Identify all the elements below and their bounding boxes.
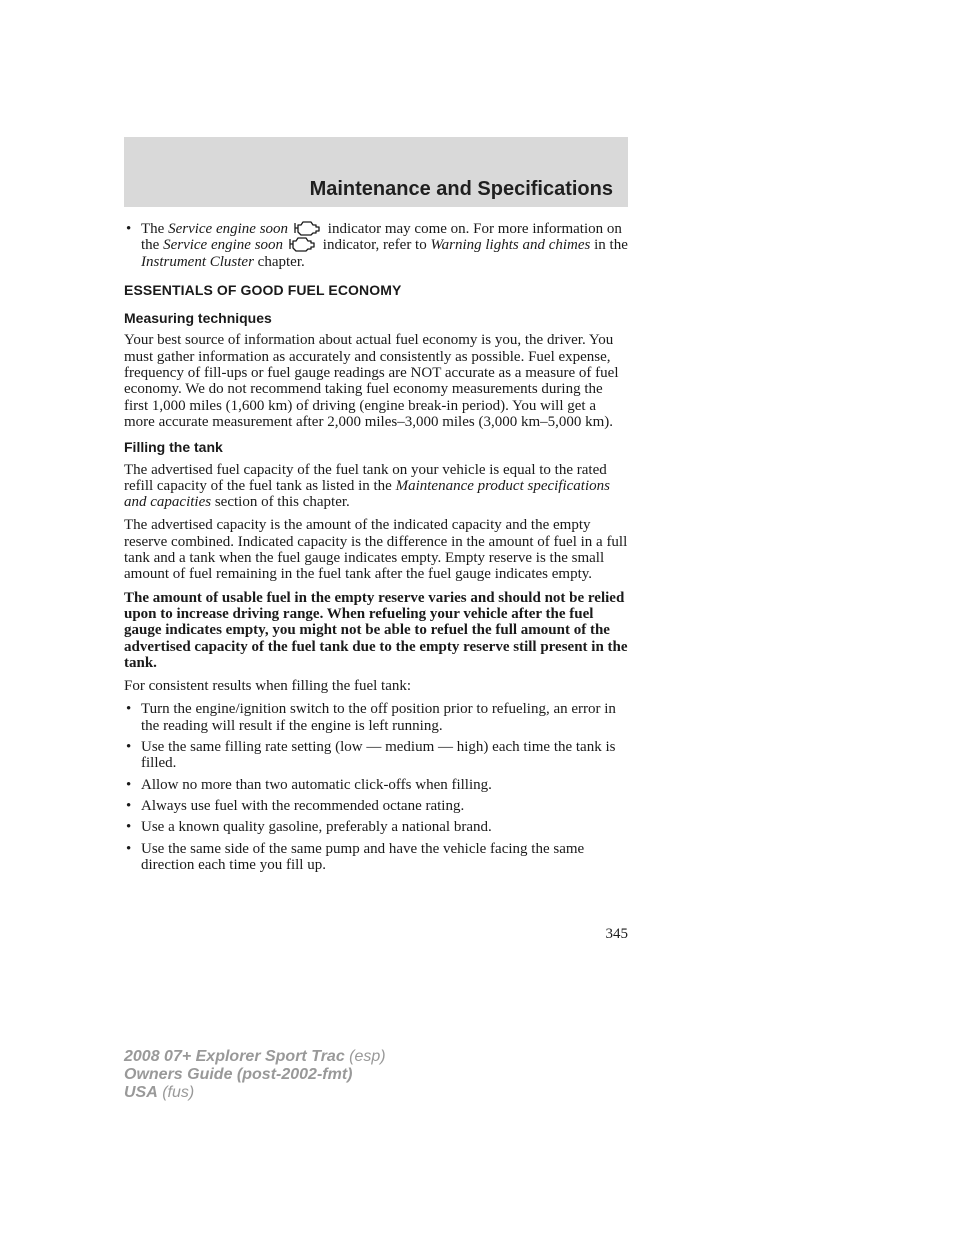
page-content <box>124 221 628 883</box>
footer-guide: Owners Guide (post-2002-fmt) <box>124 1066 353 1083</box>
document-footer <box>124 1048 386 1102</box>
essentials-heading: ESSENTIALS OF GOOD FUEL ECONOMY <box>124 281 402 298</box>
engine-icon <box>287 235 317 253</box>
list-item <box>124 221 628 270</box>
text-run: in the <box>590 237 628 254</box>
section-header-band <box>124 137 628 207</box>
footer-code: (fus) <box>157 1084 195 1101</box>
footer-line <box>124 1084 386 1102</box>
text-run-italic: Warning lights and chimes <box>430 237 591 254</box>
intro-bullet-list <box>124 221 628 270</box>
list-item: • Use a known quality gasoline, preferably a national brand. <box>124 819 628 835</box>
text-run: indicator, refer to <box>319 237 431 254</box>
empty-reserve-warning: The amount of usable fuel in the empty reserve varies and should not be relied upon to increase driving range. When refueling your vehicle after the fuel gauge indicates empty, you might not be able to refuel the full amount of the advertised capacity of the fuel tank due to the empty reserve still present in the tank. <box>124 589 628 671</box>
footer-line <box>124 1066 386 1084</box>
text-run-italic: Maintenance product specifications and capacities <box>124 477 610 511</box>
text-run-italic: Service engine soon <box>163 237 284 254</box>
list-item: • Use the same side of the same pump and have the vehicle facing the same direction each time you fill up. <box>124 841 628 874</box>
list-item: • Always use fuel with the recommended octane rating. <box>124 798 628 814</box>
engine-icon <box>292 219 322 237</box>
filling-lead-in: For consistent results when filling the fuel tank: <box>124 678 412 695</box>
text-run-italic: Instrument Cluster <box>141 253 254 270</box>
filling-the-tank-heading: Filling the tank <box>124 439 223 456</box>
list-item: • Turn the engine/ignition switch to the off position prior to refueling, an error in the reading will result if the engine is left running. <box>124 701 628 734</box>
footer-model: 2008 07+ Explorer Sport Trac <box>124 1048 345 1065</box>
list-item: • Allow no more than two automatic click-offs when filling. <box>124 777 628 793</box>
page-number: 345 <box>605 926 628 942</box>
text-run-italic: Service engine soon <box>168 221 289 237</box>
footer-market: USA <box>124 1084 158 1101</box>
section-title: Maintenance and Specifications <box>309 178 613 200</box>
filling-tips-list <box>124 701 628 873</box>
text-run: section of this chapter. <box>211 494 350 511</box>
filling-paragraph-2: The advertised capacity is the amount of the indicated capacity and the empty reserve combined. Indicated capacity is the difference in the amount of fuel in a full tank and a tank when the fuel gauge indicates empty. Empty reserve is the small amount of fuel remaining in the fuel tank after the fuel gauge indicates empty. <box>124 517 628 583</box>
filling-paragraph-1 <box>124 462 628 511</box>
footer-line <box>124 1048 386 1066</box>
text-run: chapter. <box>253 253 305 270</box>
measuring-techniques-heading: Measuring techniques <box>124 310 272 327</box>
footer-code: (esp) <box>344 1048 386 1065</box>
measuring-techniques-paragraph: Your best source of information about actual fuel economy is you, the driver. You must gather information as accurately and consistently as possible. Fuel expense, frequency of fill-ups or fuel gauge readings are NOT accurate as a measure of fuel economy. We do not recommend taking fuel economy measurements during the first 1,000 miles (1,600 km) of driving (engine break-in period). You will get a more accurate measurement after 2,000 miles–3,000 miles (3,000 km–5,000 km). <box>124 332 619 430</box>
text-run: The <box>141 221 169 237</box>
list-item: • Use the same filling rate setting (low — medium — high) each time the tank is filled. <box>124 739 628 772</box>
text-run: The advertised fuel capacity of the fuel tank on your vehicle is equal to the rated refill capacity of the fuel tank as listed in the <box>124 461 607 494</box>
text-run: indicator may come on. For more information on the <box>141 221 622 254</box>
